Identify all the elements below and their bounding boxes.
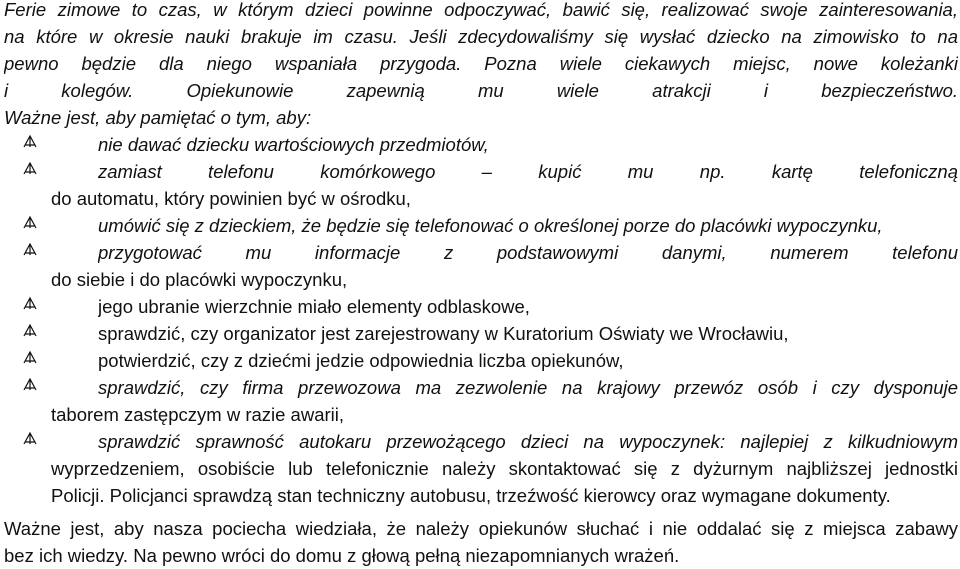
closing-line-2: bez ich wiedzy. Na pewno wróci do domu z głową pełną niezapomnianych wrażeń. bbox=[4, 545, 680, 566]
intro-line-4: i kolegów. Opiekunowie zapewnią mu wiele atrakcji i bezpieczeństwo. bbox=[4, 80, 958, 101]
airplane-icon bbox=[22, 430, 38, 446]
airplane-icon bbox=[22, 322, 38, 338]
closing-line-1: Ważne jest, aby nasza pociecha wiedziała, że należy opiekunów słuchać i nie oddalać się z miejsca zabawy bbox=[4, 518, 958, 539]
bullet-text-2-cont: do automatu, który powinien być w ośrodku, bbox=[51, 188, 411, 209]
intro-line-1: Ferie zimowe to czas, w którym dzieci powinne odpoczywać, bawić się, realizować swoje zainteresowania, bbox=[4, 0, 958, 20]
bullet-text-4: przygotować mu informacje z podstawowymi danymi, numerem telefonu bbox=[98, 242, 958, 263]
airplane-icon bbox=[22, 376, 38, 392]
bullet-text-5: jego ubranie wierzchnie miało elementy odblaskowe, bbox=[98, 296, 530, 317]
bullet-text-4-cont: do siebie i do placówki wypoczynku, bbox=[51, 269, 348, 290]
intro-line-2: na które w okresie nauki brakuje im czasu. Jeśli zdecydowaliśmy się wysłać dziecko na zimowisko to na bbox=[4, 26, 958, 47]
bullet-text-1: nie dawać dziecku wartościowych przedmiotów, bbox=[98, 134, 489, 155]
intro-line-3: pewno będzie dla niego wspaniała przygoda. Pozna wiele ciekawych miejsc, nowe koleżanki bbox=[4, 53, 958, 74]
airplane-icon bbox=[22, 241, 38, 257]
airplane-icon bbox=[22, 133, 38, 149]
bullet-text-9: sprawdzić sprawność autokaru przewożącego dzieci na wypoczynek: najlepiej z kilkudniowym bbox=[98, 431, 958, 452]
list-heading: Ważne jest, aby pamiętać o tym, aby: bbox=[4, 107, 312, 128]
airplane-icon bbox=[22, 214, 38, 230]
bullet-text-9-cont-1: wyprzedzeniem, osobiście lub telefonicznie należy skontaktować się z dyżurnym najbliższej jednostki bbox=[51, 458, 958, 479]
bullet-text-9-cont-2: Policji. Policjanci sprawdzą stan techniczny autobusu, trzeźwość kierowcy oraz wymagane dokumenty. bbox=[51, 485, 891, 506]
airplane-icon bbox=[22, 160, 38, 176]
airplane-icon bbox=[22, 349, 38, 365]
bullet-text-2: zamiast telefonu komórkowego – kupić mu np. kartę telefoniczną bbox=[98, 161, 958, 182]
bullet-text-8: sprawdzić, czy firma przewozowa ma zezwolenie na krajowy przewóz osób i czy dysponuje bbox=[98, 377, 958, 398]
bullet-text-6: sprawdzić, czy organizator jest zarejestrowany w Kuratorium Oświaty we Wrocławiu, bbox=[98, 323, 789, 344]
bullet-text-8-cont: taborem zastępczym w razie awarii, bbox=[51, 404, 345, 425]
bullet-text-7: potwierdzić, czy z dziećmi jedzie odpowiednia liczba opiekunów, bbox=[98, 350, 624, 371]
bullet-text-3: umówić się z dzieckiem, że będzie się telefonować o określonej porze do placówki wypoczynku, bbox=[98, 215, 883, 236]
airplane-icon bbox=[22, 295, 38, 311]
